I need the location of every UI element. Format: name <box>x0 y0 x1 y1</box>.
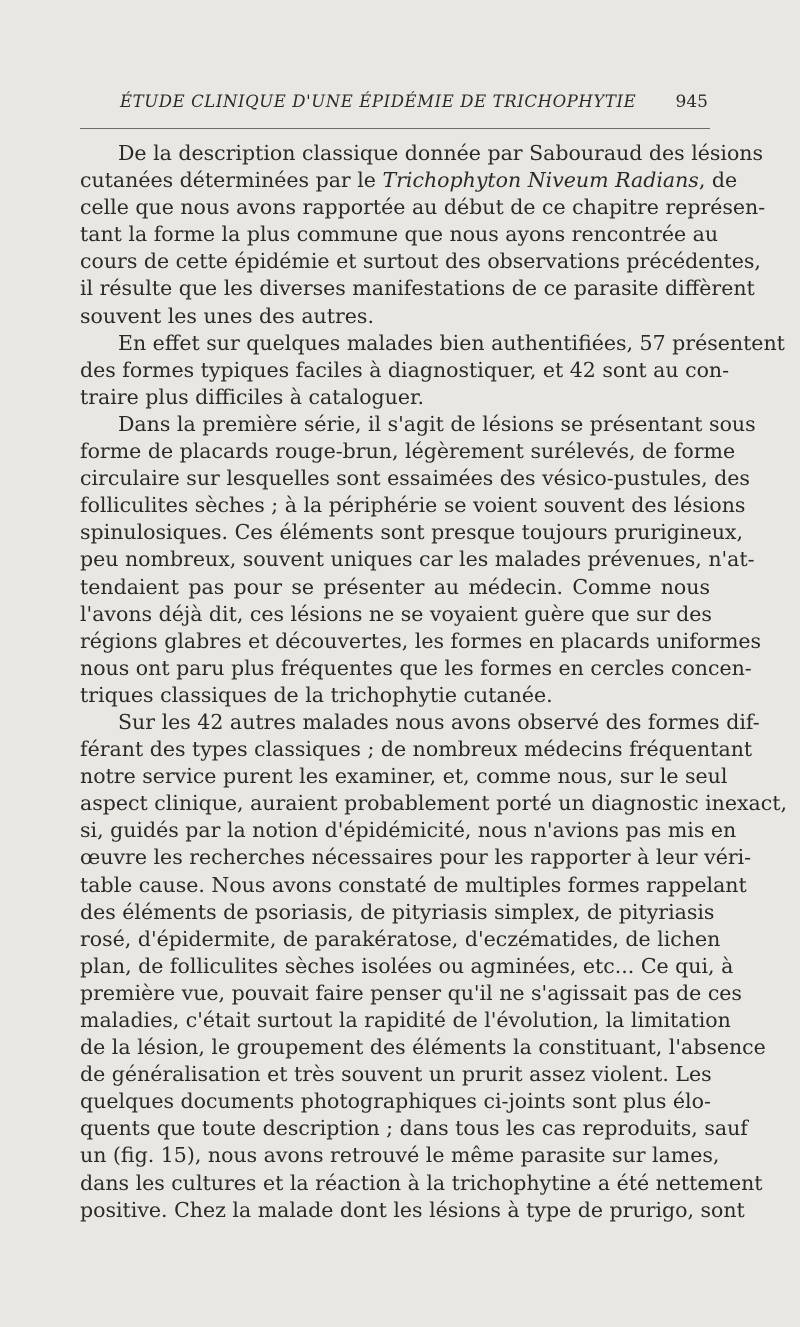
text-line <box>80 1088 710 1115</box>
text-segment: maladies, c'était surtout la rapidité de l'évolution, la limitation <box>80 1008 731 1032</box>
text-segment: triques classiques de la trichophytie cutanée. <box>80 682 553 707</box>
text-segment: table cause. Nous avons constaté de multiples formes rappelant <box>80 872 747 897</box>
text-segment: circulaire sur lesquelles sont essaimées des vésico-pustules, des <box>80 466 750 491</box>
text-line <box>80 384 710 411</box>
text-segment: De la description classique donnée par Sabouraud des lésions <box>118 141 764 165</box>
text-segment: cours de cette épidémie et surtout des observations précédentes, <box>80 249 761 274</box>
text-line <box>80 601 710 628</box>
text-line <box>80 438 736 465</box>
text-segment: folliculites sèches ; à la périphérie se voient souvent des lésions <box>80 493 746 518</box>
page-number: 945 <box>675 92 708 112</box>
text-segment: de généralisation et très souvent un prurit assez violent. Les <box>80 1062 712 1087</box>
text-segment: dans les cultures et la réaction à la trichophytine a été nettement <box>80 1170 763 1195</box>
text-line <box>80 628 762 655</box>
text-segment: il résulte que les diverses manifestations de ce parasite diffèrent <box>80 276 755 301</box>
text-line <box>80 1170 763 1197</box>
text-line <box>80 1142 720 1169</box>
text-line <box>80 763 728 790</box>
text-segment: , de <box>698 168 738 193</box>
text-segment: des éléments de psoriasis, de pityriasis simplex, de pityriasis <box>80 899 715 924</box>
text-segment: œuvre les recherches nécessaires pour les rapporter à leur véri- <box>80 845 752 870</box>
text-line <box>80 140 764 167</box>
text-segment: première vue, pouvait faire penser qu'il ne s'agissait pas de ces <box>80 980 742 1005</box>
text-segment: En effet sur quelques malades bien authentifiées, 57 présentent <box>118 330 785 355</box>
text-line <box>80 682 710 709</box>
text-segment: régions glabres et découvertes, les formes en placards uniformes <box>80 628 762 653</box>
italic-species-name: Trichophyton Niveum Radians <box>382 168 699 193</box>
text-segment: souvent les unes des autres. <box>80 303 374 328</box>
text-line <box>80 926 721 953</box>
text-line <box>80 574 710 601</box>
text-line <box>80 167 738 194</box>
text-segment: peu nombreux, souvent uniques car les malades prévenues, n'at- <box>80 547 755 572</box>
text-segment: tendaient pas pour se présenter au médecin. Comme nous <box>80 574 710 599</box>
text-segment: plan, de folliculites sèches isolées ou agminées, etc... Ce qui, à <box>80 953 734 978</box>
text-segment: cutanées déterminées par le <box>80 168 383 193</box>
text-line <box>80 303 710 330</box>
text-line <box>80 736 753 763</box>
running-title: ÉTUDE CLINIQUE D'UNE ÉPIDÉMIE DE TRICHOPHYTIE <box>120 92 637 111</box>
text-line <box>80 194 766 221</box>
text-segment: rosé, d'épidermite, de parakératose, d'eczématides, de lichen <box>80 926 721 951</box>
text-line <box>80 709 760 736</box>
text-segment: si, guidés par la notion d'épidémicité, nous n'avions pas mis en <box>80 818 737 843</box>
text-line <box>80 492 746 519</box>
text-line <box>80 790 787 817</box>
text-segment: forme de placards rouge-brun, légèrement surélevés, de forme <box>80 439 736 464</box>
text-line <box>80 411 756 438</box>
text-segment: positive. Chez la malade dont les lésions à type de prurigo, sont <box>80 1197 745 1222</box>
text-segment: aspect clinique, auraient probablement porté un diagnostic inexact, <box>80 791 787 816</box>
header-rule <box>80 128 710 129</box>
text-segment: spinulosiques. Ces éléments sont presque toujours prurigineux, <box>80 520 743 545</box>
text-line <box>80 330 785 357</box>
text-line <box>80 465 750 492</box>
text-segment: quents que toute description ; dans tous les cas reproduits, sauf <box>80 1116 748 1141</box>
text-segment: l'avons déjà dit, ces lésions ne se voyaient guère que sur des <box>80 601 712 626</box>
text-segment: quelques documents photographiques ci-joints sont plus élo- <box>80 1089 711 1114</box>
text-line <box>80 872 747 899</box>
text-line <box>80 1061 710 1088</box>
text-segment: notre service purent les examiner, et, comme nous, sur le seul <box>80 764 728 789</box>
text-line <box>80 980 742 1007</box>
text-line <box>80 844 752 871</box>
text-line <box>80 953 734 980</box>
text-segment: férant des types classiques ; de nombreux médecins fréquentant <box>80 737 753 762</box>
text-line <box>80 519 743 546</box>
body-text <box>80 140 787 1224</box>
text-line <box>80 1007 731 1034</box>
text-segment: traire plus difficiles à cataloguer. <box>80 384 425 409</box>
text-segment: de la lésion, le groupement des éléments la constituant, l'absence <box>80 1035 766 1060</box>
text-line <box>80 1034 766 1061</box>
running-head <box>80 92 710 118</box>
text-segment: Dans la première série, il s'agit de lésions se présentant sous <box>118 411 756 436</box>
text-segment: Sur les 42 autres malades nous avons observé des formes dif- <box>118 709 760 734</box>
text-line <box>80 357 730 384</box>
text-segment: celle que nous avons rapportée au début de ce chapitre représen- <box>80 195 766 220</box>
text-line <box>80 1197 745 1224</box>
text-segment: des formes typiques faciles à diagnostiquer, et 42 sont au con- <box>80 357 730 382</box>
text-segment: nous ont paru plus fréquentes que les formes en cercles concen- <box>80 655 752 680</box>
text-line <box>80 899 715 926</box>
text-line <box>80 1115 748 1142</box>
text-segment: un (fig. 15), nous avons retrouvé le même parasite sur lames, <box>80 1143 720 1168</box>
text-line <box>80 817 737 844</box>
text-line <box>80 546 755 573</box>
text-line <box>80 275 755 302</box>
text-line <box>80 248 761 275</box>
text-line <box>80 655 752 682</box>
text-line <box>80 221 719 248</box>
text-segment: tant la forme la plus commune que nous ayons rencontrée au <box>80 222 719 247</box>
